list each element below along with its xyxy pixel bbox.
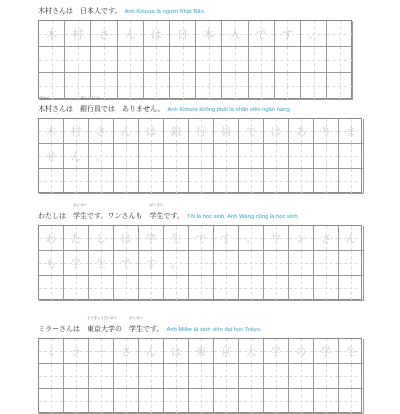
writing-cell[interactable]	[164, 389, 189, 414]
writing-cell[interactable]	[196, 21, 222, 47]
furigana: きむら	[39, 96, 51, 100]
sentence-text: ミラーさんは	[38, 325, 87, 333]
writing-cell[interactable]	[114, 389, 139, 414]
writing-cell[interactable]	[64, 144, 89, 169]
writing-cell[interactable]	[214, 251, 239, 276]
writing-cell[interactable]	[264, 251, 289, 276]
tracing-character: た	[70, 232, 82, 245]
writing-cell[interactable]	[264, 119, 289, 144]
kanji-with-furigana: 学生 がくせい	[73, 203, 87, 220]
tracing-character: ん	[145, 345, 157, 358]
writing-cell[interactable]	[289, 144, 314, 169]
tracing-character: 。	[170, 257, 182, 270]
sentence-text: では ありません。	[101, 105, 165, 113]
tracing-character: り	[320, 125, 332, 138]
tracing-character: ン	[295, 232, 307, 245]
writing-cell[interactable]	[339, 339, 364, 364]
grid-row	[39, 339, 363, 364]
tracing-character: は	[150, 27, 162, 41]
tracing-character: ん	[345, 232, 357, 245]
writing-cell[interactable]	[64, 364, 89, 389]
writing-cell[interactable]	[264, 364, 289, 389]
sentence-text: です。	[143, 325, 164, 333]
writing-cell[interactable]	[139, 226, 164, 251]
vietnamese-translation: Anh Miller là sinh viên đại học Tokyo.	[166, 327, 262, 333]
writing-cell[interactable]	[214, 364, 239, 389]
writing-cell[interactable]	[239, 144, 264, 169]
writing-cell[interactable]	[239, 339, 264, 364]
writing-cell[interactable]	[114, 339, 139, 364]
writing-grid	[38, 118, 362, 193]
tracing-character: の	[295, 345, 307, 358]
tracing-character: 木	[45, 125, 57, 138]
writing-cell[interactable]	[39, 21, 65, 47]
writing-cell[interactable]	[164, 276, 189, 301]
writing-cell[interactable]	[264, 389, 289, 414]
writing-cell[interactable]	[164, 169, 189, 194]
grid-row	[39, 119, 363, 144]
writing-cell[interactable]	[327, 73, 353, 99]
writing-cell[interactable]	[289, 364, 314, 389]
writing-cell[interactable]	[89, 119, 114, 144]
writing-cell[interactable]	[139, 364, 164, 389]
writing-cell[interactable]	[114, 119, 139, 144]
writing-cell[interactable]	[214, 169, 239, 194]
writing-cell[interactable]	[170, 73, 196, 99]
tracing-character: も	[45, 257, 57, 270]
writing-cell[interactable]	[289, 119, 314, 144]
furigana: がくせい	[129, 316, 143, 320]
sentence-text: です。ワンさんも	[87, 212, 150, 220]
writing-cell[interactable]	[264, 339, 289, 364]
writing-cell[interactable]	[314, 226, 339, 251]
writing-cell[interactable]	[275, 73, 301, 99]
grid-row	[39, 21, 353, 47]
kanji-with-furigana: 東京大学 とうきょうだいがく	[87, 316, 118, 333]
writing-cell[interactable]	[301, 47, 327, 73]
writing-cell[interactable]	[214, 276, 239, 301]
writing-cell[interactable]	[114, 276, 139, 301]
writing-cell[interactable]	[39, 364, 64, 389]
sentence-text: さんは	[52, 105, 80, 113]
writing-cell[interactable]	[164, 226, 189, 251]
writing-cell[interactable]	[339, 251, 364, 276]
tracing-character: 。	[95, 150, 107, 163]
sentence-text: わたしは	[38, 212, 73, 220]
tracing-character: 村	[72, 27, 84, 41]
tracing-character: せ	[45, 150, 57, 163]
writing-cell[interactable]	[339, 276, 364, 301]
writing-cell[interactable]	[314, 389, 339, 414]
tracing-character: 人	[229, 27, 241, 41]
writing-cell[interactable]	[239, 169, 264, 194]
tracing-character: で	[120, 257, 132, 270]
tracing-character: さ	[320, 232, 332, 245]
writing-cell[interactable]	[114, 364, 139, 389]
writing-cell[interactable]	[189, 339, 214, 364]
writing-cell[interactable]	[239, 226, 264, 251]
writing-cell[interactable]	[239, 276, 264, 301]
grid-row	[39, 169, 363, 194]
tracing-character: さ	[95, 125, 107, 138]
writing-cell[interactable]	[189, 169, 214, 194]
tracing-character: 銀	[170, 125, 182, 138]
writing-cell[interactable]	[264, 169, 289, 194]
writing-cell[interactable]	[239, 251, 264, 276]
writing-cell[interactable]	[222, 73, 248, 99]
tracing-character: ま	[345, 125, 357, 138]
writing-cell[interactable]	[64, 169, 89, 194]
writing-cell[interactable]	[39, 226, 64, 251]
writing-cell[interactable]	[114, 169, 139, 194]
tracing-character: 学	[270, 345, 282, 358]
tracing-character: 日	[177, 27, 189, 41]
tracing-character: ー	[95, 345, 107, 358]
grid-row	[39, 226, 363, 251]
grid-row	[39, 389, 363, 414]
writing-cell[interactable]	[39, 144, 64, 169]
sentence-text: です。	[163, 212, 184, 220]
writing-cell[interactable]	[249, 21, 275, 47]
furigana: がくせい	[73, 203, 87, 207]
tracing-character: 大	[245, 345, 257, 358]
writing-cell[interactable]	[89, 389, 114, 414]
writing-cell[interactable]	[64, 389, 89, 414]
furigana: がくせい	[149, 203, 164, 207]
writing-cell[interactable]	[339, 389, 364, 414]
kanji-with-furigana: 学生 がくせい	[129, 316, 143, 333]
writing-cell[interactable]	[339, 119, 364, 144]
writing-cell[interactable]	[91, 47, 117, 73]
writing-cell[interactable]	[89, 364, 114, 389]
tracing-character: 生	[170, 232, 182, 245]
writing-cell[interactable]	[118, 73, 144, 99]
writing-cell[interactable]	[222, 47, 248, 73]
writing-cell[interactable]	[264, 226, 289, 251]
example-sentence	[38, 203, 300, 223]
writing-cell[interactable]	[39, 276, 64, 301]
writing-cell[interactable]	[214, 144, 239, 169]
writing-cell[interactable]	[139, 339, 164, 364]
writing-cell[interactable]	[139, 144, 164, 169]
writing-cell[interactable]	[144, 73, 170, 99]
tracing-character: 学	[145, 232, 157, 245]
writing-cell[interactable]	[164, 339, 189, 364]
grid-row	[39, 276, 363, 301]
writing-cell[interactable]	[89, 276, 114, 301]
tracing-character: ん	[70, 150, 82, 163]
writing-grid	[38, 20, 352, 99]
writing-cell[interactable]	[327, 47, 353, 73]
vietnamese-translation: Anh Kimura là người Nhật Bản.	[124, 9, 206, 15]
tracing-character: は	[270, 125, 282, 138]
writing-cell[interactable]	[289, 339, 314, 364]
writing-cell[interactable]	[118, 21, 144, 47]
writing-cell[interactable]	[289, 226, 314, 251]
writing-cell[interactable]	[264, 276, 289, 301]
tracing-character: 学	[320, 345, 332, 358]
writing-cell[interactable]	[289, 276, 314, 301]
writing-cell[interactable]	[114, 144, 139, 169]
tracing-character: さ	[98, 27, 110, 41]
tracing-character: で	[245, 125, 257, 138]
vietnamese-translation: Anh Kimura không phải là nhân viên ngân hàng.	[167, 107, 292, 113]
writing-cell[interactable]	[222, 21, 248, 47]
tracing-character: 学	[70, 257, 82, 270]
writing-cell[interactable]	[65, 47, 91, 73]
writing-cell[interactable]	[339, 169, 364, 194]
writing-cell[interactable]	[39, 251, 64, 276]
writing-cell[interactable]	[114, 251, 139, 276]
writing-cell[interactable]	[89, 339, 114, 364]
tracing-character: す	[145, 257, 157, 270]
writing-cell[interactable]	[214, 226, 239, 251]
writing-cell[interactable]	[64, 339, 89, 364]
tracing-character: 。	[308, 27, 320, 41]
writing-cell[interactable]	[170, 47, 196, 73]
tracing-character: 村	[70, 125, 82, 138]
writing-cell[interactable]	[249, 73, 275, 99]
writing-cell[interactable]	[189, 251, 214, 276]
writing-cell[interactable]	[39, 169, 64, 194]
tracing-character: 。	[245, 232, 257, 245]
writing-cell[interactable]	[139, 119, 164, 144]
writing-cell[interactable]	[89, 169, 114, 194]
writing-cell[interactable]	[339, 144, 364, 169]
writing-cell[interactable]	[64, 276, 89, 301]
tracing-character: 東	[195, 345, 207, 358]
writing-cell[interactable]	[139, 251, 164, 276]
tracing-character: 本	[203, 27, 215, 41]
writing-cell[interactable]	[189, 276, 214, 301]
writing-cell[interactable]	[164, 144, 189, 169]
writing-cell[interactable]	[164, 364, 189, 389]
tracing-character: 行	[195, 125, 207, 138]
writing-cell[interactable]	[189, 144, 214, 169]
writing-cell[interactable]	[64, 251, 89, 276]
example-sentence	[38, 316, 262, 336]
tracing-character: で	[195, 232, 207, 245]
writing-cell[interactable]	[214, 389, 239, 414]
tracing-character: ラ	[70, 345, 82, 358]
writing-cell[interactable]	[118, 47, 144, 73]
writing-cell[interactable]	[314, 169, 339, 194]
tracing-character: 生	[95, 257, 107, 270]
writing-cell[interactable]	[314, 251, 339, 276]
sentence-text: の	[115, 325, 129, 333]
grid-row	[39, 144, 363, 169]
tracing-character: 員	[220, 125, 232, 138]
writing-cell[interactable]	[196, 47, 222, 73]
writing-cell[interactable]	[170, 21, 196, 47]
writing-grid	[38, 225, 362, 300]
tracing-character: ミ	[45, 345, 57, 358]
writing-cell[interactable]	[275, 21, 301, 47]
grid-row	[39, 364, 363, 389]
writing-cell[interactable]	[214, 119, 239, 144]
kanji-with-furigana: 学生 がくせい	[149, 203, 164, 220]
writing-cell[interactable]	[314, 144, 339, 169]
writing-cell[interactable]	[196, 73, 222, 99]
writing-cell[interactable]	[289, 169, 314, 194]
sentence-text: 木村さんは	[38, 7, 80, 15]
tracing-character: ワ	[270, 232, 282, 245]
tracing-character: 京	[220, 345, 232, 358]
tracing-character: わ	[45, 232, 57, 245]
grid-row	[39, 47, 353, 73]
writing-cell[interactable]	[189, 119, 214, 144]
writing-cell[interactable]	[89, 251, 114, 276]
tracing-character: す	[281, 27, 293, 41]
writing-cell[interactable]	[189, 389, 214, 414]
writing-cell[interactable]	[144, 47, 170, 73]
sentence-text: 日本人です。	[80, 7, 122, 15]
writing-cell[interactable]	[239, 119, 264, 144]
writing-cell[interactable]	[301, 73, 327, 99]
writing-cell[interactable]	[64, 226, 89, 251]
tracing-character: ん	[120, 125, 132, 138]
tracing-character: あ	[295, 125, 307, 138]
writing-cell[interactable]	[249, 47, 275, 73]
tracing-character: で	[255, 27, 267, 41]
writing-cell[interactable]	[39, 339, 64, 364]
tracing-character: さ	[120, 345, 132, 358]
writing-cell[interactable]	[327, 21, 353, 47]
writing-cell[interactable]	[289, 389, 314, 414]
writing-cell[interactable]	[189, 226, 214, 251]
writing-cell[interactable]	[339, 364, 364, 389]
tracing-character: は	[170, 345, 182, 358]
writing-cell[interactable]	[314, 119, 339, 144]
writing-cell[interactable]	[114, 226, 139, 251]
furigana: ぎんこういん	[80, 96, 101, 100]
example-sentence	[38, 96, 292, 116]
writing-cell[interactable]	[139, 389, 164, 414]
writing-cell[interactable]	[239, 364, 264, 389]
writing-cell[interactable]	[64, 119, 89, 144]
furigana: とうきょうだいがく	[87, 316, 118, 320]
kanji-with-furigana: 木村 きむら	[38, 96, 52, 113]
writing-cell[interactable]	[65, 21, 91, 47]
writing-cell[interactable]	[289, 251, 314, 276]
writing-cell[interactable]	[239, 389, 264, 414]
writing-cell[interactable]	[301, 21, 327, 47]
writing-cell[interactable]	[139, 169, 164, 194]
writing-cell[interactable]	[89, 226, 114, 251]
writing-cell[interactable]	[39, 389, 64, 414]
writing-cell[interactable]	[144, 21, 170, 47]
vietnamese-translation: Tôi là học sinh. Anh Wang cũng là học sinh.	[186, 214, 300, 220]
example-sentence	[38, 4, 205, 18]
writing-cell[interactable]	[39, 119, 64, 144]
writing-cell[interactable]	[314, 339, 339, 364]
writing-cell[interactable]	[89, 144, 114, 169]
writing-cell[interactable]	[264, 144, 289, 169]
tracing-character: 生	[345, 345, 357, 358]
writing-cell[interactable]	[314, 364, 339, 389]
grid-row	[39, 251, 363, 276]
writing-cell[interactable]	[275, 47, 301, 73]
kanji-with-furigana: 銀行員 ぎんこういん	[80, 96, 101, 113]
tracing-character: 木	[46, 27, 58, 41]
writing-cell[interactable]	[164, 119, 189, 144]
writing-cell[interactable]	[91, 21, 117, 47]
writing-cell[interactable]	[164, 251, 189, 276]
tracing-character: は	[145, 125, 157, 138]
tracing-character: は	[120, 232, 132, 245]
tracing-character: ん	[124, 27, 136, 41]
writing-cell[interactable]	[189, 364, 214, 389]
writing-cell[interactable]	[39, 47, 65, 73]
tracing-character: し	[95, 232, 107, 245]
writing-grid	[38, 338, 362, 413]
tracing-character: す	[220, 232, 232, 245]
writing-cell[interactable]	[339, 226, 364, 251]
writing-cell[interactable]	[314, 276, 339, 301]
writing-cell[interactable]	[139, 276, 164, 301]
writing-cell[interactable]	[214, 339, 239, 364]
